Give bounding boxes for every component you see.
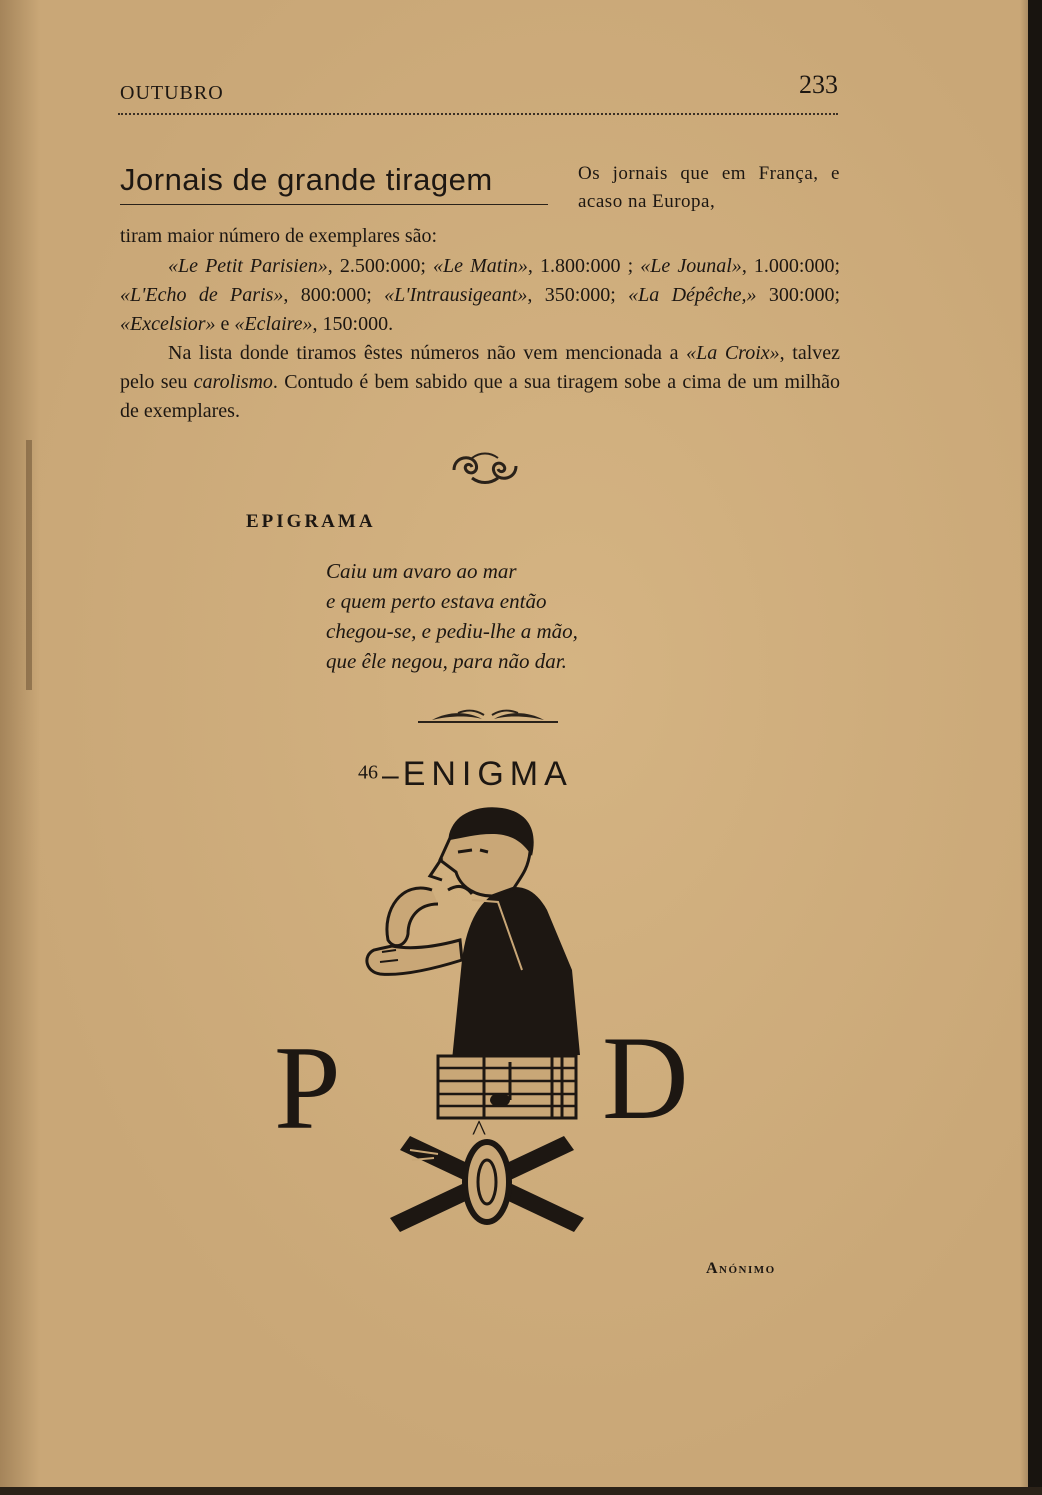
- newspaper-name: «La Croix»: [686, 342, 780, 364]
- newspaper-name: «La Dépêche,»: [628, 284, 757, 306]
- newspaper-count: 350:000: [544, 284, 611, 306]
- page-edge: [1028, 0, 1042, 1495]
- enigma-author: Anónimo: [706, 1260, 776, 1277]
- enigma-number: 46: [358, 761, 378, 784]
- newspaper-name: «Eclaire»: [234, 313, 313, 335]
- binding-shadow: [26, 440, 32, 690]
- newspaper-count: 1.800:000: [539, 255, 621, 277]
- epigram-title: EPIGRAMA: [246, 511, 376, 532]
- enigma-heading: [358, 755, 573, 794]
- newspaper-name: «L'Intrausigeant»: [384, 284, 528, 306]
- newspaper-count: 2.500:000: [339, 255, 421, 277]
- enigma-dash: –: [382, 759, 399, 792]
- note-paragraph: [120, 339, 840, 426]
- whistling-man-icon: [367, 807, 580, 1060]
- poem-line: Caiu um avaro ao mar: [326, 559, 517, 583]
- circumflex-accent: ^: [472, 1114, 487, 1147]
- page-number: 233: [799, 70, 838, 99]
- newspaper-list: «Le Petit Parisien», 2.500:000; «Le Matin», 1.800:000 ; «Le Jounal», 1.000:000; «L'Echo de Paris», 800:000; «L'Intrausigeant», 350:000; «La Dépêche,» 300:000; «Excelsior» e «Eclaire», 150:000.: [120, 255, 841, 335]
- title-underline: [120, 204, 548, 205]
- intro-continuation: tiram maior número de exemplares são:: [120, 225, 438, 247]
- poem-line: e quem perto estava então: [326, 589, 547, 613]
- newspaper-name: «L'Echo de Paris»: [120, 284, 284, 306]
- newspaper-name: «Excelsior»: [120, 313, 216, 335]
- enigma-letter-p: P: [274, 1021, 341, 1154]
- poem-line: que êle negou, para não dar.: [326, 649, 567, 673]
- running-header: OUTUBRO: [120, 82, 224, 104]
- header-rule: [118, 113, 838, 115]
- note-text: Na lista donde tiramos êstes números não vem mencionada a: [168, 342, 679, 364]
- newspaper-name: «Le Matin»: [433, 255, 528, 277]
- newspaper-count: 300:000: [768, 284, 835, 306]
- page-bottom-edge: [0, 1487, 1042, 1495]
- epigram-poem: [326, 556, 578, 676]
- dash-ornament-icon: [418, 701, 558, 725]
- enigma-letter-d: D: [602, 1011, 689, 1144]
- enigma-title: ENIGMA: [402, 755, 573, 793]
- music-staff-icon: [438, 1056, 576, 1118]
- newspaper-count: 1.000:000: [753, 255, 835, 277]
- article-title: Jornais de grande tiragem: [120, 162, 493, 197]
- newspaper-name: «Le Jounal»: [640, 255, 742, 277]
- note-text: , talvez pelo seu: [120, 342, 841, 393]
- intro-text: Os jornais que em França, e acaso na Europa,: [578, 163, 840, 212]
- note-text: . Contudo é bem sabido que a sua tiragem sobe a cima de um milhão de exemplares.: [120, 371, 841, 422]
- swirl-ornament-icon: [450, 448, 520, 488]
- poem-line: chegou-se, e pediu-lhe a mão,: [326, 619, 578, 643]
- newspaper-count: 150:000.: [322, 313, 394, 335]
- crossed-oars-icon: [390, 1136, 584, 1232]
- enigma-illustration: [262, 800, 722, 1240]
- newspaper-count: 800:000: [300, 284, 367, 306]
- note-emphasis: carolismo: [193, 371, 273, 393]
- list-joiner: e: [220, 313, 230, 335]
- newspaper-name: «Le Petit Parisien»: [168, 255, 328, 277]
